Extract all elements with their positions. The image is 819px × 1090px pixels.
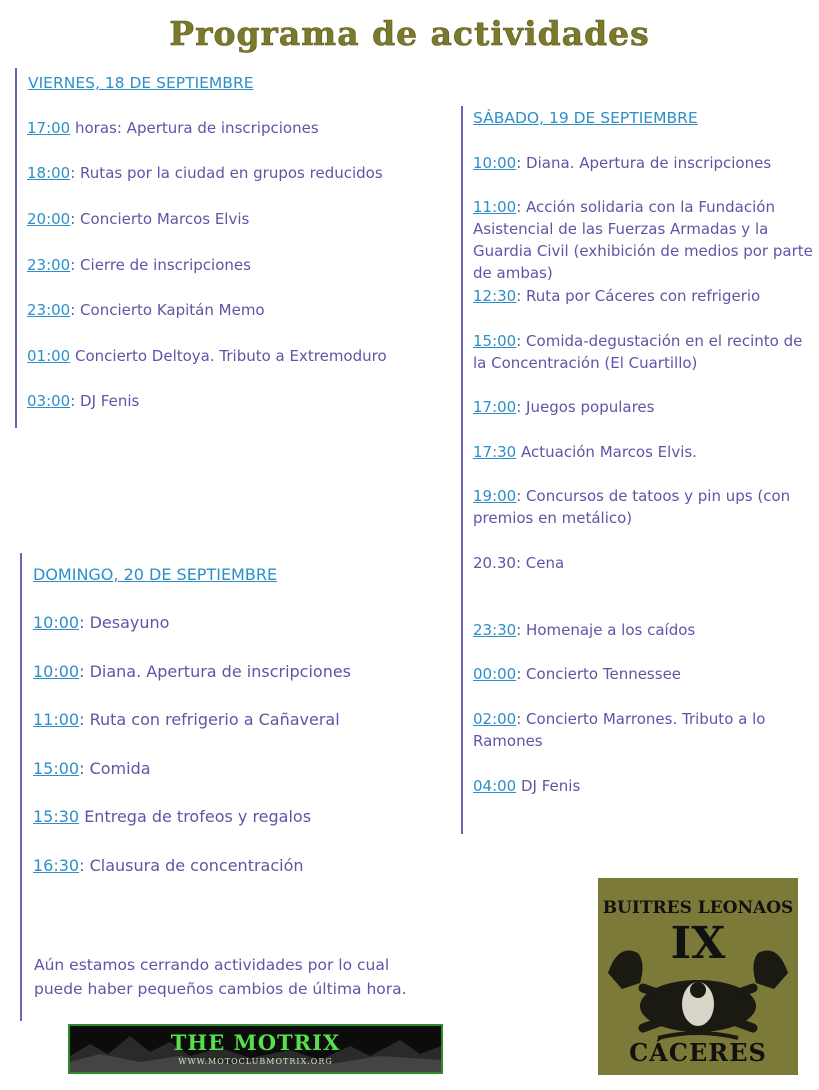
activity-text: : Diana. Apertura de inscripciones — [516, 154, 772, 172]
time-link[interactable]: 11:00 — [473, 198, 517, 216]
sunday-heading-link[interactable]: DOMINGO, 20 DE SEPTIEMBRE — [33, 565, 278, 584]
saturday-heading-link[interactable]: SÁBADO, 19 DE SEPTIEMBRE — [473, 109, 698, 127]
schedule-item — [473, 330, 813, 374]
logo-city: CÁCERES — [629, 1038, 767, 1067]
schedule-item — [27, 117, 319, 139]
schedule-item — [473, 708, 783, 752]
activity-text: 20.30: Cena — [473, 554, 565, 572]
activity-text: : Concierto Marrones. Tributo a lo Ramones — [473, 710, 766, 750]
schedule-item — [27, 208, 249, 230]
banner-title: THE MOTRIX — [170, 1030, 341, 1055]
schedule-item — [27, 254, 251, 276]
schedule-item — [473, 619, 813, 641]
time-link[interactable]: 01:00 — [27, 347, 71, 365]
friday-column — [15, 68, 445, 428]
time-link[interactable]: 16:30 — [33, 856, 80, 875]
time-link[interactable]: 15:00 — [473, 332, 517, 350]
buitres-leonaos-logo — [598, 878, 798, 1075]
schedule-item — [33, 661, 351, 683]
activity-text: : Clausura de concentración — [79, 856, 304, 875]
activity-text: : Comida — [79, 759, 151, 778]
activity-text: : Concierto Kapitán Memo — [70, 301, 265, 319]
time-link[interactable]: 17:00 — [27, 119, 71, 137]
activity-text: : Cierre de inscripciones — [70, 256, 251, 274]
notice-text: Aún estamos cerrando actividades por lo cual puede haber pequeños cambios de última hora. — [34, 956, 407, 998]
schedule-item — [473, 196, 815, 284]
time-link[interactable]: 12:30 — [473, 287, 517, 305]
activity-text: : DJ Fenis — [70, 392, 140, 410]
time-link[interactable]: 15:30 — [33, 807, 80, 826]
schedule-item — [473, 485, 803, 529]
activity-text: : Comida-degustación en el recinto de la Concentración (El Cuartillo) — [473, 332, 803, 372]
activity-text: : Concierto Tennessee — [516, 665, 682, 683]
time-link[interactable]: 17:00 — [473, 398, 517, 416]
time-link[interactable]: 10:00 — [33, 613, 80, 632]
activity-text: : Desayuno — [79, 613, 170, 632]
time-link[interactable]: 19:00 — [473, 487, 517, 505]
time-link[interactable]: 02:00 — [473, 710, 517, 728]
schedule-item — [33, 806, 311, 828]
time-link[interactable]: 10:00 — [33, 662, 80, 681]
schedule-item — [27, 299, 265, 321]
page-title: Programa de actividades — [169, 14, 650, 53]
banner-url: WWW.MOTOCLUBMOTRIX.ORG — [178, 1057, 333, 1066]
friday-heading-link[interactable]: VIERNES, 18 DE SEPTIEMBRE — [28, 74, 254, 92]
schedule-item — [473, 152, 813, 174]
logo-edition: IX — [670, 918, 726, 969]
schedule-item — [27, 390, 139, 412]
time-link[interactable]: 15:00 — [33, 759, 80, 778]
time-link[interactable]: 00:00 — [473, 665, 517, 683]
schedule-item — [33, 612, 169, 634]
schedule-item — [27, 162, 383, 184]
schedule-item — [473, 663, 813, 685]
time-link[interactable]: 18:00 — [27, 164, 71, 182]
activity-text: : Homenaje a los caídos — [516, 621, 696, 639]
schedule-item — [33, 855, 304, 877]
schedule-item — [473, 441, 813, 463]
activity-text: : Acción solidaria con la Fundación Asistencial de las Fuerzas Armadas y la Guardia Civil (exhibición de medios por parte de ambas) — [473, 198, 813, 282]
motrix-banner[interactable] — [68, 1024, 443, 1074]
activity-text: : Concursos de tatoos y pin ups (con premios en metálico) — [473, 487, 791, 527]
time-link[interactable]: 04:00 — [473, 777, 517, 795]
schedule-item — [33, 758, 151, 780]
schedule-item — [473, 285, 813, 307]
activity-text: Actuación Marcos Elvis. — [516, 443, 697, 461]
time-link[interactable]: 03:00 — [27, 392, 71, 410]
activity-text: DJ Fenis — [516, 777, 581, 795]
activity-text: : Concierto Marcos Elvis — [70, 210, 250, 228]
schedule-item — [33, 709, 340, 731]
saturday-column — [461, 106, 816, 834]
time-link[interactable]: 23:00 — [27, 301, 71, 319]
activity-text: : Ruta con refrigerio a Cañaveral — [79, 710, 340, 729]
activity-text: : Diana. Apertura de inscripciones — [79, 662, 352, 681]
schedule-item — [473, 775, 813, 797]
activity-text: horas: Apertura de inscripciones — [70, 119, 319, 137]
time-link[interactable]: 11:00 — [33, 710, 80, 729]
sunday-column — [20, 553, 440, 1021]
schedule-item — [473, 396, 813, 418]
activity-text: : Ruta por Cáceres con refrigerio — [516, 287, 761, 305]
time-link[interactable]: 17:30 — [473, 443, 517, 461]
activity-text: : Juegos populares — [516, 398, 655, 416]
time-link[interactable]: 10:00 — [473, 154, 517, 172]
schedule-item — [473, 552, 813, 574]
activity-text: : Rutas por la ciudad en grupos reducidos — [70, 164, 383, 182]
schedule-item — [27, 345, 387, 367]
activity-text: Concierto Deltoya. Tributo a Extremoduro — [70, 347, 387, 365]
time-link[interactable]: 23:30 — [473, 621, 517, 639]
time-link[interactable]: 20:00 — [27, 210, 71, 228]
time-link[interactable]: 23:00 — [27, 256, 71, 274]
activity-text: Entrega de trofeos y regalos — [79, 807, 312, 826]
logo-club-name: BUITRES LEONAOS — [602, 898, 794, 918]
